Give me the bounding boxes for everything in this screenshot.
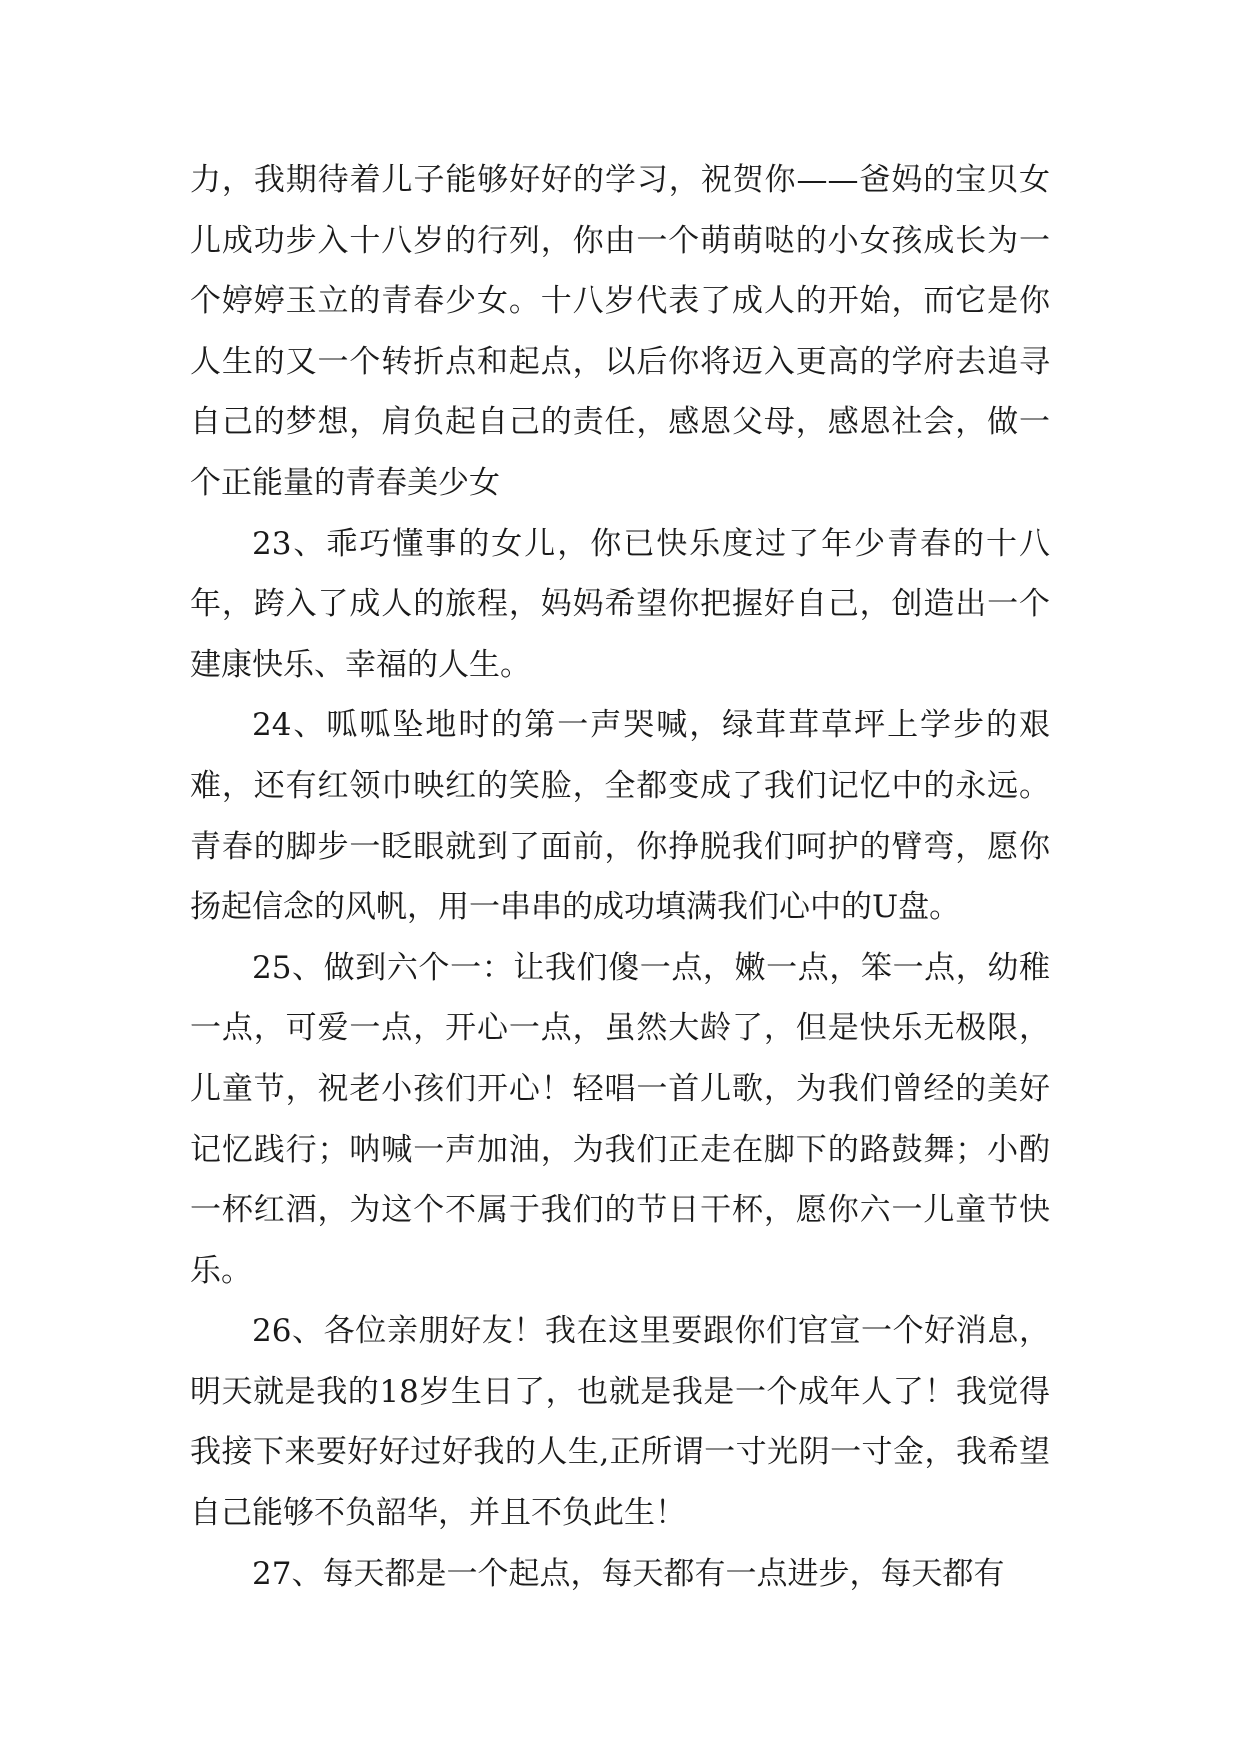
document-body (190, 150, 1050, 1604)
paragraph-25: 25、做到六个一：让我们傻一点，嫩一点，笨一点，幼稚一点，可爱一点，开心一点，虽然大龄了，但是快乐无极限，儿童节，祝老小孩们开心！轻唱一首儿歌，为我们曾经的美好记忆践行；呐喊一声加油，为我们正走在脚下的路鼓舞；小酌一杯红酒，为这个不属于我们的节日干杯，愿你六一儿童节快乐。 (190, 949, 1050, 1289)
paragraph-23: 23、乖巧懂事的女儿，你已快乐度过了年少青春的十八年，跨入了成人的旅程，妈妈希望你把握好自己，创造出一个建康快乐、幸福的人生。 (190, 525, 1050, 683)
paragraph-24: 24、呱呱坠地时的第一声哭喊，绿茸茸草坪上学步的艰难，还有红领巾映红的笑脸，全都变成了我们记忆中的永远。青春的脚步一眨眼就到了面前，你挣脱我们呵护的臂弯，愿你扬起信念的风帆，用一串串的成功填满我们心中的U盘。 (190, 707, 1050, 926)
paragraph-27: 27、每天都是一个起点，每天都有一点进步，每天都有 (252, 1555, 1005, 1592)
paragraph-continuation: 力，我期待着儿子能够好好的学习，祝贺你——爸妈的宝贝女儿成功步入十八岁的行列，你由一个萌萌哒的小女孩成长为一个婷婷玉立的青春少女。十八岁代表了成人的开始，而它是你人生的又一个转折点和起点，以后你将迈入更高的学府去追寻自己的梦想，肩负起自己的责任，感恩父母，感恩社会，做一个正能量的青春美少女 (190, 162, 1050, 501)
paragraph-26: 26、各位亲朋好友！我在这里要跟你们官宣一个好消息，明天就是我的18岁生日了，也就是我是一个成年人了！我觉得我接下来要好好过好我的人生,正所谓一寸光阴一寸金，我希望自己能够不负韶华，并且不负此生！ (190, 1313, 1050, 1532)
